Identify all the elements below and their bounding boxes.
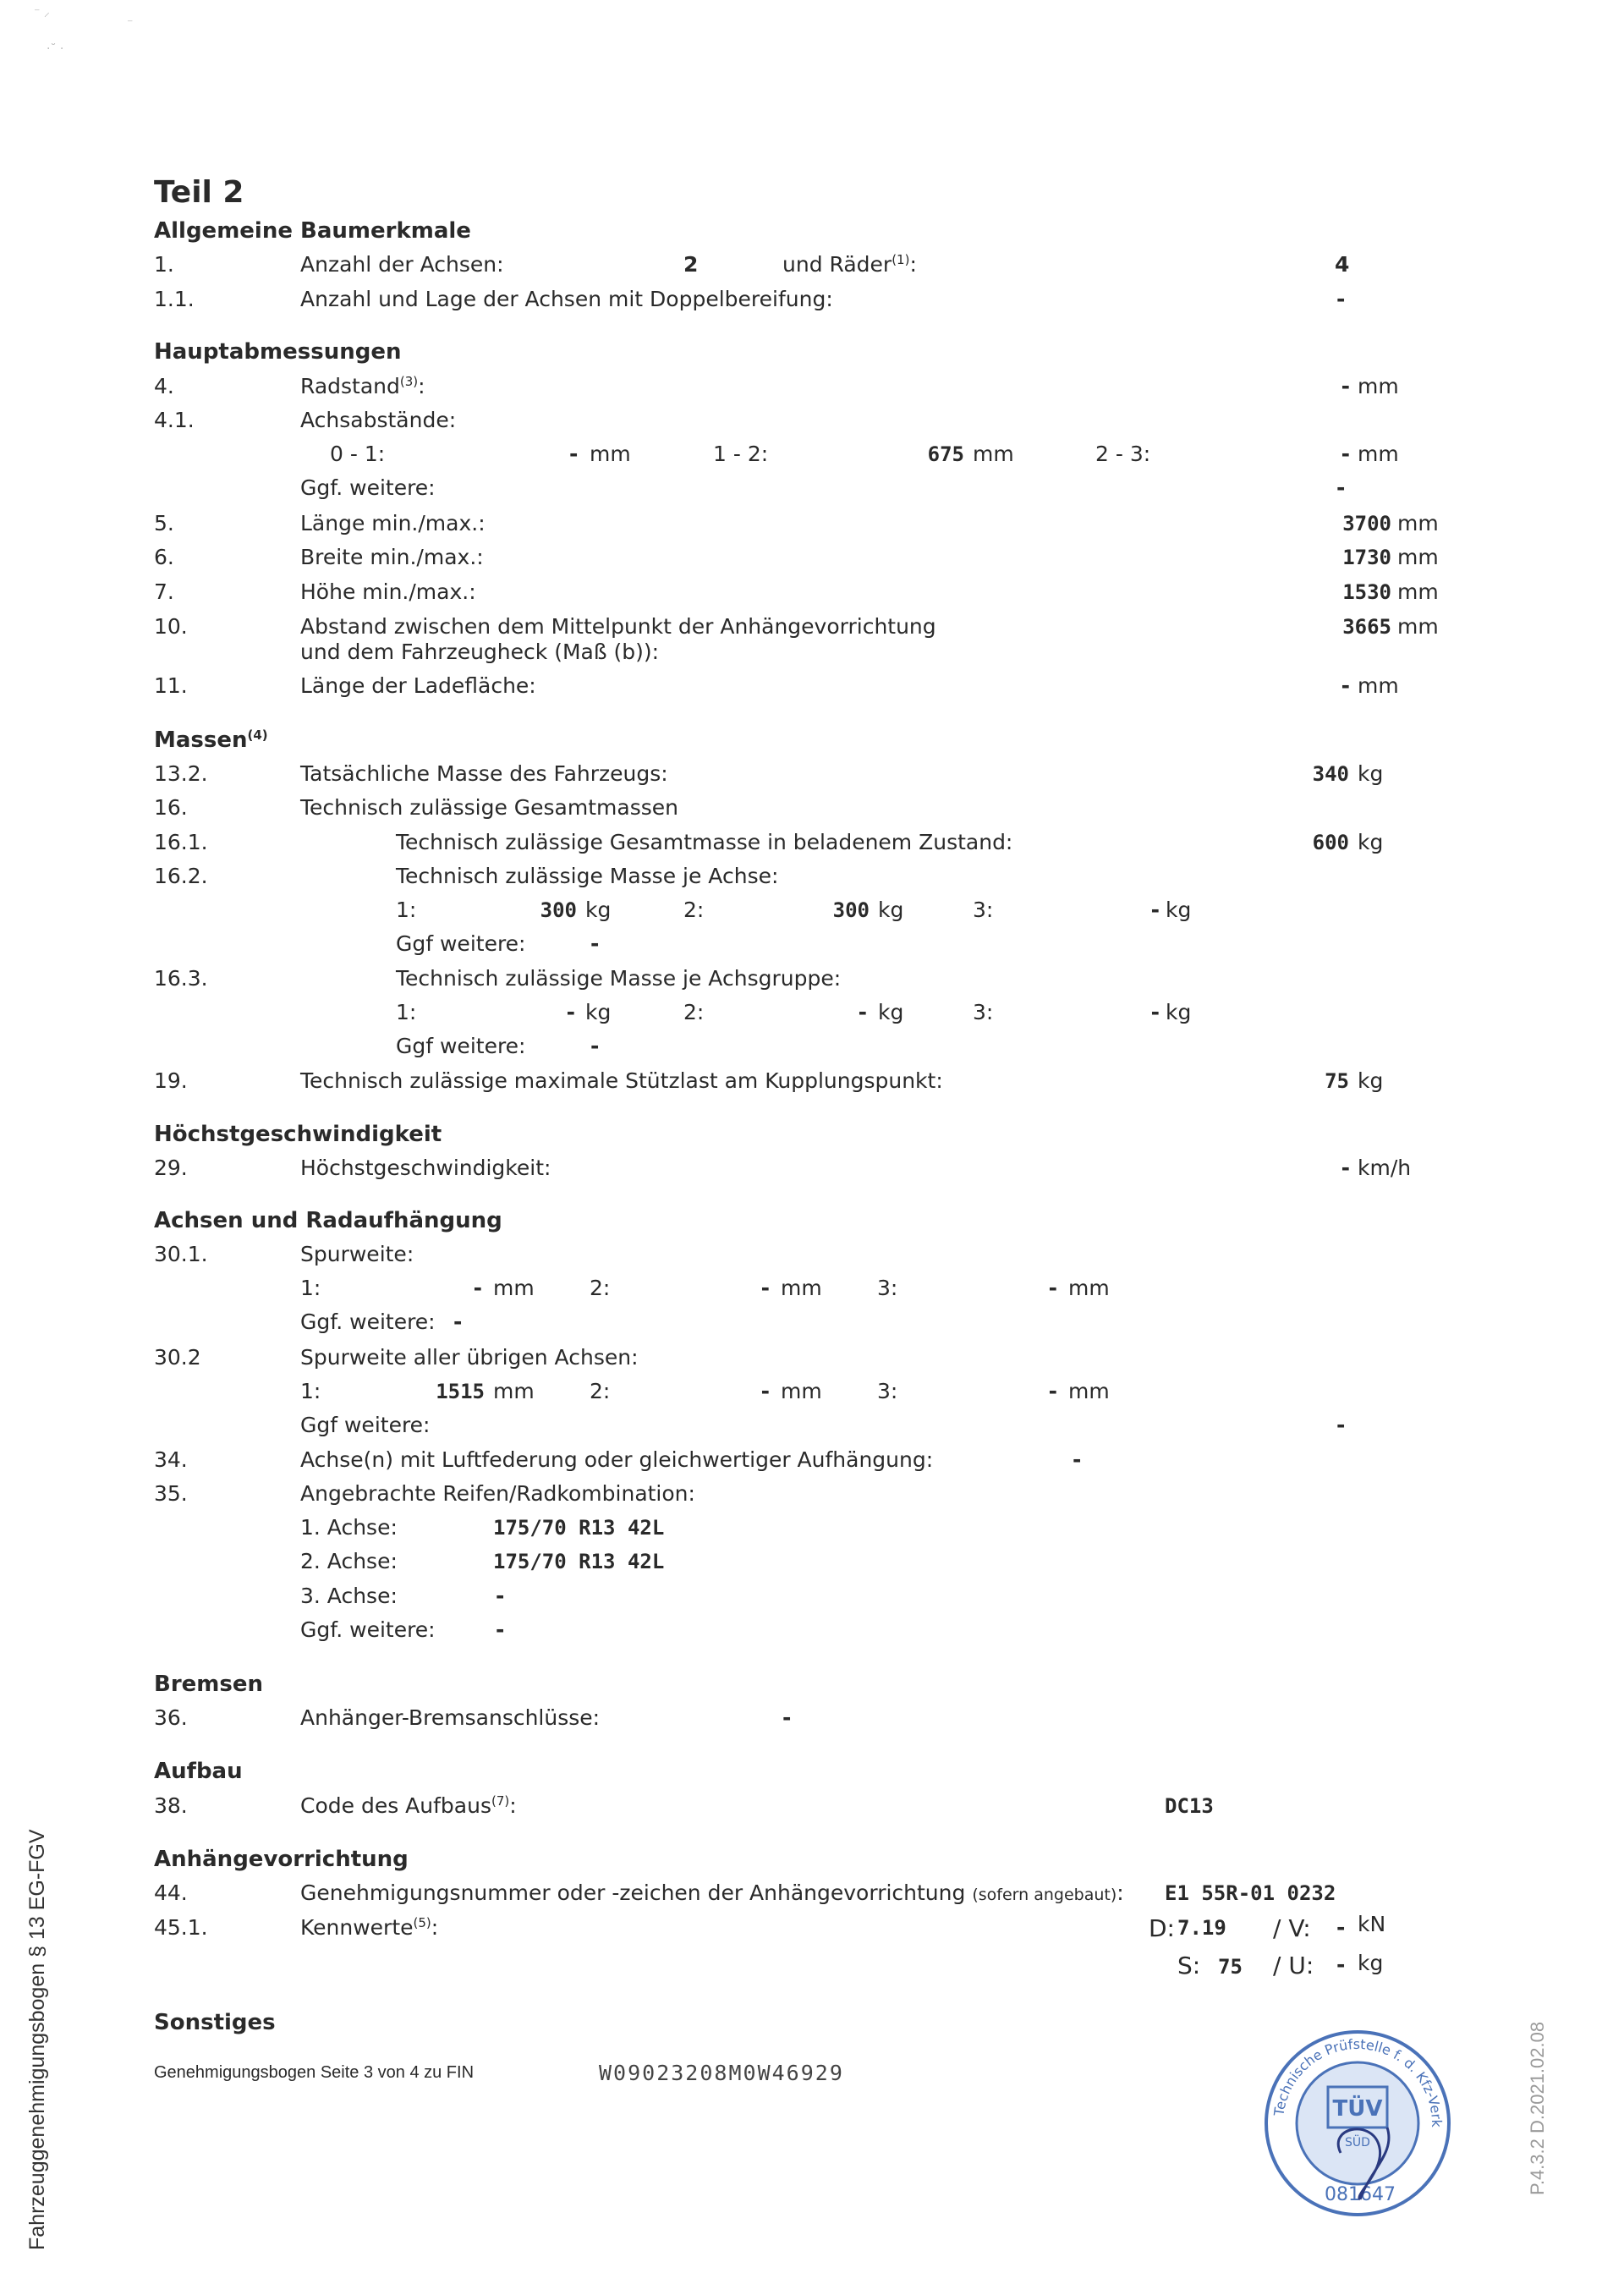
row-label: Tatsächliche Masse des Fahrzeugs:: [300, 761, 668, 786]
sub-label: 2. Achse:: [300, 1549, 398, 1573]
row-number: 7.: [154, 579, 174, 604]
value-radstand: -: [1341, 374, 1350, 398]
side-form-title: Fahrzeuggenehmigungsbogen § 13 EG-FGV: [25, 1829, 49, 2250]
row-label: Höhe min./max.:: [300, 579, 476, 604]
value-bremsanschluesse: -: [782, 1705, 792, 1730]
value-masse-achse-1: 300: [540, 898, 577, 922]
value-d: 7.19: [1177, 1916, 1226, 1940]
value-genehmigungsnummer: E1 55R-01 0232: [1165, 1881, 1336, 1905]
row-number: 4.1.: [154, 408, 195, 432]
row-number: 30.1.: [154, 1242, 208, 1266]
row-number: 34.: [154, 1447, 188, 1472]
label-genehmigungsnummer: Genehmigungsnummer oder -zeichen der Anhängevorrichtung: [300, 1880, 966, 1905]
row-number: 30.2: [154, 1345, 201, 1370]
row-number: 6.: [154, 545, 174, 569]
footnote-ref: (1): [892, 252, 910, 267]
value-reifen-achse-1: 175/70 R13 42L: [493, 1516, 665, 1540]
row-number: 29.: [154, 1156, 188, 1180]
row-label: [300, 1917, 438, 1938]
unit: km/h: [1358, 1156, 1412, 1180]
value-masse-fahrzeug: 340: [1312, 762, 1349, 786]
sub-label: 1. Achse:: [300, 1515, 398, 1540]
sub-label: 2 - 3:: [1095, 442, 1151, 466]
section-heading-massen: [154, 729, 268, 751]
scan-artifact: ⁻: [127, 17, 134, 30]
value-weitere: -: [496, 1617, 505, 1642]
value-achsabstand-23: -: [1341, 442, 1350, 466]
unit: kg: [1358, 1068, 1384, 1093]
row-label: Abstand zwischen dem Mittelpunkt der Anhängevorrichtung: [300, 614, 936, 639]
row-number: 38.: [154, 1793, 188, 1818]
row-label-continued: und dem Fahrzeugheck (Maß (b)):: [300, 640, 660, 664]
value-weitere: -: [453, 1309, 463, 1334]
unit: kg: [878, 1000, 904, 1024]
row-label: Technisch zulässige Masse je Achse:: [396, 864, 779, 888]
row-number: 35.: [154, 1481, 188, 1506]
label-colon: :: [418, 374, 425, 398]
value-hoechstgeschwindigkeit: -: [1341, 1156, 1350, 1180]
sub-label: 3:: [877, 1379, 898, 1403]
row-number: 13.2.: [154, 761, 208, 786]
section-heading-achsen: Achsen und Radaufhängung: [154, 1208, 502, 1233]
unit: mm: [1397, 614, 1439, 639]
sub-label: 3:: [973, 1000, 994, 1024]
value-v: -: [1336, 1915, 1346, 1940]
value-achsgruppe-3: -: [1150, 1000, 1160, 1024]
sub-label: 3:: [973, 898, 994, 922]
value-breite: 1730: [1342, 546, 1391, 569]
value-spurweite-1: -: [473, 1276, 482, 1300]
row-label: [300, 1795, 517, 1816]
footnote-ref: (7): [491, 1793, 510, 1809]
label-colon: :: [909, 252, 917, 277]
sub-label: 2:: [683, 1000, 705, 1024]
unit: mm: [781, 1276, 822, 1300]
sub-label: 1:: [300, 1379, 321, 1403]
row-number: 44.: [154, 1880, 188, 1905]
section-heading-bremsen: Bremsen: [154, 1672, 263, 1697]
unit: mm: [1358, 374, 1399, 398]
unit: kg: [1358, 761, 1384, 786]
sub-label: Ggf. weitere:: [300, 1309, 436, 1334]
value-weitere: -: [590, 931, 600, 956]
value-spurweite-2: -: [760, 1276, 770, 1300]
sub-label: Ggf weitere:: [396, 931, 526, 956]
row-label: Technisch zulässige Masse je Achsgruppe:: [396, 966, 842, 991]
unit: mm: [1068, 1379, 1110, 1403]
row-label: Länge min./max.:: [300, 511, 486, 535]
value-weitere: -: [590, 1034, 600, 1058]
sub-label: 2:: [683, 898, 705, 922]
unit: mm: [1397, 545, 1439, 569]
sub-label: 2:: [590, 1276, 611, 1300]
sub-label: Ggf weitere:: [396, 1034, 526, 1058]
value-reifen-achse-2: 175/70 R13 42L: [493, 1550, 665, 1573]
row-number: 16.3.: [154, 966, 208, 991]
unit: mm: [1358, 673, 1399, 698]
label-small: (sofern angebaut): [972, 1886, 1117, 1904]
value-abstand-heck: 3665: [1342, 615, 1391, 639]
unit: mm: [590, 442, 631, 466]
sub-label: 3:: [877, 1276, 898, 1300]
row-number: 36.: [154, 1705, 188, 1730]
value-laenge: 3700: [1342, 512, 1391, 535]
unit: kg: [585, 898, 612, 922]
sub-label: 1:: [396, 898, 417, 922]
row-label: Technisch zulässige Gesamtmasse in beladenem Zustand:: [396, 830, 1013, 854]
unit: kg: [585, 1000, 612, 1024]
section-heading-allgemein: Allgemeine Baumerkmale: [154, 218, 471, 244]
label-colon: :: [1116, 1880, 1124, 1905]
row-label: Spurweite aller übrigen Achsen:: [300, 1345, 639, 1370]
value-raeder: 4: [1335, 252, 1350, 277]
unit: mm: [1068, 1276, 1110, 1300]
row-number: 4.: [154, 374, 174, 398]
fin-number: W09023208M0W46929: [599, 2061, 844, 2085]
unit: mm: [1358, 442, 1399, 466]
row-label: Breite min./max.:: [300, 545, 484, 569]
label-raeder: [782, 254, 917, 275]
value-spurweite-uebrige-1: 1515: [436, 1380, 485, 1403]
value-anzahl-achsen: 2: [683, 252, 699, 277]
unit: kg: [1358, 830, 1384, 854]
value-u: -: [1336, 1952, 1346, 1977]
value-achsabstand-01: -: [569, 442, 579, 466]
sub-label: Ggf. weitere:: [300, 475, 436, 500]
value-ladeflaeche: -: [1341, 673, 1350, 698]
unit: kg: [1358, 1951, 1384, 1975]
sub-label: 1:: [300, 1276, 321, 1300]
unit: mm: [493, 1379, 535, 1403]
label-u: / U:: [1273, 1952, 1314, 1979]
value-luftfederung: -: [1073, 1447, 1082, 1472]
row-label: [300, 1882, 1124, 1903]
section-heading-text: Massen: [154, 727, 248, 753]
label-aufbau: Code des Aufbaus: [300, 1793, 491, 1818]
row-label: Achsabstände:: [300, 408, 457, 432]
label-kennwerte: Kennwerte: [300, 1915, 414, 1940]
scan-artifact: ·˘ ·: [47, 42, 64, 56]
value-achsabstand-12: 675: [927, 442, 964, 466]
sub-label: Ggf. weitere:: [300, 1617, 436, 1642]
row-label: Höchstgeschwindigkeit:: [300, 1156, 551, 1180]
section-heading-anhaengevorrichtung: Anhängevorrichtung: [154, 1847, 409, 1872]
row-label: [300, 376, 425, 397]
row-label: Anhänger-Bremsanschlüsse:: [300, 1705, 601, 1730]
label-colon: :: [509, 1793, 517, 1818]
footnote-ref: (3): [399, 374, 419, 389]
unit: kg: [1166, 898, 1192, 922]
stamp-number: 081647: [1325, 2184, 1396, 2205]
value-reifen-achse-3: -: [496, 1584, 505, 1608]
label-colon: :: [431, 1915, 439, 1940]
value-masse-achse-3: -: [1150, 898, 1160, 922]
value-spurweite-uebrige-3: -: [1048, 1379, 1057, 1403]
row-label: Anzahl und Lage der Achsen mit Doppelbereifung:: [300, 287, 833, 311]
unit: kg: [1166, 1000, 1192, 1024]
stamp-ring-text: Technische Prüfstelle f. d. Kfz-Verk: [1270, 2035, 1446, 2128]
unit: mm: [1397, 579, 1439, 604]
value-spurweite-uebrige-2: -: [760, 1379, 770, 1403]
row-number: 16.1.: [154, 830, 208, 854]
section-heading-speed: Höchstgeschwindigkeit: [154, 1122, 442, 1147]
row-label: Anzahl der Achsen:: [300, 252, 504, 277]
value-doppelbereifung: -: [1336, 287, 1346, 311]
row-label: Angebrachte Reifen/Radkombination:: [300, 1481, 695, 1506]
label-radstand: Radstand: [300, 374, 400, 398]
sub-label: 3. Achse:: [300, 1584, 398, 1608]
row-number: 11.: [154, 673, 188, 698]
row-number: 5.: [154, 511, 174, 535]
sub-label: Ggf weitere:: [300, 1413, 431, 1437]
label-raeder-text: und Räder: [782, 252, 892, 277]
page-title: Teil 2: [154, 175, 244, 210]
row-number: 10.: [154, 614, 188, 639]
value-hoehe: 1530: [1342, 580, 1391, 604]
section-heading-haupt: Hauptabmessungen: [154, 339, 402, 365]
sub-label: 2:: [590, 1379, 611, 1403]
value-achsgruppe-1: -: [566, 1000, 575, 1024]
footnote-ref: (4): [247, 727, 268, 743]
value-masse-achse-2: 300: [832, 898, 870, 922]
side-form-code: P.4.3.2 D.2021.02.08: [1527, 2021, 1548, 2195]
sub-label: 1 - 2:: [713, 442, 769, 466]
row-number: 1.1.: [154, 287, 195, 311]
stamp-inner-text: SÜD: [1345, 2136, 1370, 2150]
footnote-ref: (5): [413, 1915, 431, 1930]
unit: mm: [493, 1276, 535, 1300]
sub-label: 0 - 1:: [330, 442, 386, 466]
scan-artifact: ⁻ ⸝: [34, 6, 50, 19]
section-heading-sonstiges: Sonstiges: [154, 2010, 276, 2035]
label-v: / V:: [1273, 1914, 1311, 1942]
value-weitere: -: [1336, 1413, 1346, 1437]
unit: kN: [1358, 1912, 1386, 1936]
row-number: 16.2.: [154, 864, 208, 888]
row-label: Achse(n) mit Luftfederung oder gleichwertiger Aufhängung:: [300, 1447, 934, 1472]
row-number: 16.: [154, 795, 188, 820]
value-aufbau-code: DC13: [1165, 1794, 1214, 1818]
unit: kg: [878, 898, 904, 922]
row-label: Länge der Ladefläche:: [300, 673, 536, 698]
unit: mm: [1397, 511, 1439, 535]
unit: mm: [781, 1379, 822, 1403]
sub-label: 1:: [396, 1000, 417, 1024]
footer-text: Genehmigungsbogen Seite 3 von 4 zu FIN: [154, 2063, 475, 2082]
row-label: Spurweite:: [300, 1242, 414, 1266]
value-achsgruppe-2: -: [858, 1000, 867, 1024]
value-s: 75: [1218, 1955, 1243, 1979]
row-number: 19.: [154, 1068, 188, 1093]
stamp-center-text: TÜV: [1332, 2096, 1383, 2122]
value-stuetzlast: 75: [1325, 1069, 1349, 1093]
label-d: D:: [1149, 1914, 1175, 1942]
row-label: Technisch zulässige maximale Stützlast am Kupplungspunkt:: [300, 1068, 943, 1093]
value-spurweite-3: -: [1048, 1276, 1057, 1300]
section-heading-aufbau: Aufbau: [154, 1759, 243, 1784]
row-number: 1.: [154, 252, 174, 277]
stamp-inner-ring: [1297, 2062, 1418, 2184]
value-weitere: -: [1336, 475, 1346, 500]
unit: mm: [973, 442, 1014, 466]
label-s: S:: [1177, 1952, 1201, 1979]
row-label: Technisch zulässige Gesamtmassen: [300, 795, 678, 820]
tuev-stamp: [1260, 2026, 1455, 2226]
stamp-graphic: [1260, 2026, 1455, 2221]
row-number: 45.1.: [154, 1915, 208, 1940]
value-gesamtmasse: 600: [1312, 831, 1349, 854]
